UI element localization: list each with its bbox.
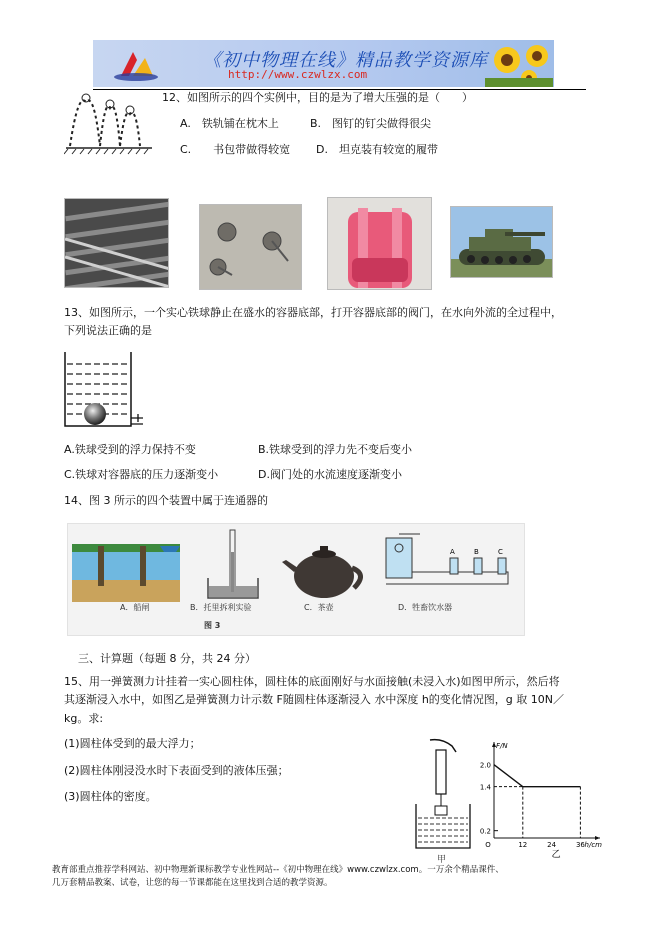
q13-stem-line1: 13、如图所示，一个实心铁球静止在盛水的容器底部，打开容器底部的阀门，在水向外流的全过程中， — [64, 306, 562, 319]
header-rule — [93, 89, 586, 90]
ship-lock-icon — [68, 524, 188, 604]
q12-option-a: A. 铁轨铺在枕木上 — [180, 117, 279, 130]
figure-3-caption-a: A．船闸 — [120, 603, 150, 612]
y-tick-label: 0.2 — [479, 827, 491, 836]
y-tick-label: 1.4 — [479, 783, 491, 792]
cylinder — [435, 806, 447, 815]
banner-url: http://www.czwlzx.com — [228, 68, 368, 81]
q13-option-c: C.铁球对容器底的压力逐渐变小 — [64, 468, 219, 481]
iron-ball — [84, 403, 106, 425]
q12-option-b: B. 图钉的钉尖做得很尖 — [310, 117, 432, 130]
q14-stem: 14、图 3 所示的四个装置中属于连通器的 — [64, 494, 268, 507]
banner-title: 《初中物理在线》精品教学资源库 — [203, 50, 488, 71]
valve-icon — [131, 414, 143, 424]
q13-option-d: D.阀门处的水流速度逐渐变小 — [258, 468, 402, 481]
figure-3-caption-b: B．托里拆利实验 — [190, 603, 252, 612]
x-tick-label: O — [485, 841, 491, 849]
svg-text:C: C — [498, 548, 503, 556]
y-axis-label: F/N — [496, 742, 508, 750]
svg-text:B: B — [474, 548, 479, 556]
sunflower-icon — [485, 42, 553, 87]
site-logo-icon — [111, 46, 161, 82]
teapot-icon — [282, 530, 368, 604]
svg-text:A: A — [450, 548, 455, 556]
q15-sub-1: (1)圆柱体受到的最大浮力； — [64, 737, 201, 750]
fig-label-jia: 甲 — [437, 855, 447, 865]
q13-stem-line2: 下列说法正确的是 — [64, 324, 152, 337]
fig-label-yi: 乙 — [551, 850, 561, 860]
footer-line2: 几万套精品教案、试卷，让您的每一节课都能在这里找到合适的教学资源。 — [52, 878, 333, 888]
x-tick-label: 36 — [575, 841, 585, 849]
q15-sub-2: (2)圆柱体刚浸没水时下表面受到的液体压强； — [64, 764, 289, 777]
x-axis-label: h/cm — [584, 841, 602, 849]
q12-option-c: C. 书包带做得较宽 — [180, 143, 291, 156]
rail-sleepers-photo — [64, 198, 169, 288]
x-axis-arrow — [595, 836, 600, 840]
schoolbag-photo — [327, 197, 432, 290]
q15-line2: 其逐渐浸入水中，如图乙是弹簧测力计示数 F随圆柱体逐渐浸入 水中深度 h的变化情况图，g 取 10N／ — [64, 693, 564, 706]
figure-3-caption-c: C．茶壶 — [304, 603, 334, 612]
y-tick-label: 2.0 — [479, 761, 491, 770]
x-tick-label: 24 — [547, 841, 557, 849]
container-ball-figure — [63, 350, 145, 430]
torricelli-icon — [204, 528, 264, 604]
figure-3-panel — [67, 523, 525, 636]
q13-option-b: B.铁球受到的浮力先不变后变小 — [258, 443, 413, 456]
figure-3-caption-d: D．牲畜饮水器 — [398, 603, 453, 612]
footer-line1: 教育部重点推荐学科网站、初中物理新课标教学专业性网站--《初中物理在线》www.czwlzx.com。一万余个精品课件、 — [52, 865, 504, 875]
bouncing-ball-figure — [64, 92, 156, 156]
series-line — [494, 765, 580, 787]
q12-option-d: D. 坦克装有较宽的履带 — [316, 143, 438, 156]
tank-photo — [450, 206, 553, 278]
section-3-heading: 三、计算题（每题 8 分，共 24 分） — [78, 652, 256, 665]
header-banner — [93, 40, 554, 87]
force-depth-chart — [472, 738, 608, 860]
q15-line1: 15、用一弹簧测力计挂着一实心圆柱体，圆柱体的底面刚好与水面接触(未浸入水)如图甲所示，然后将 — [64, 675, 560, 688]
q13-option-a: A.铁球受到的浮力保持不变 — [64, 443, 196, 456]
q15-line3: kg。求: — [64, 712, 104, 725]
thumbtacks-photo — [199, 204, 302, 290]
q15-sub-3: (3)圆柱体的密度。 — [64, 790, 157, 803]
figure-3-label: 图 3 — [204, 621, 221, 630]
livestock-drinker-icon — [380, 528, 516, 604]
x-tick-label: 12 — [518, 841, 528, 849]
q12-stem: 12、如图所示的四个实例中，目的是为了增大压强的是（ ） — [162, 91, 473, 104]
